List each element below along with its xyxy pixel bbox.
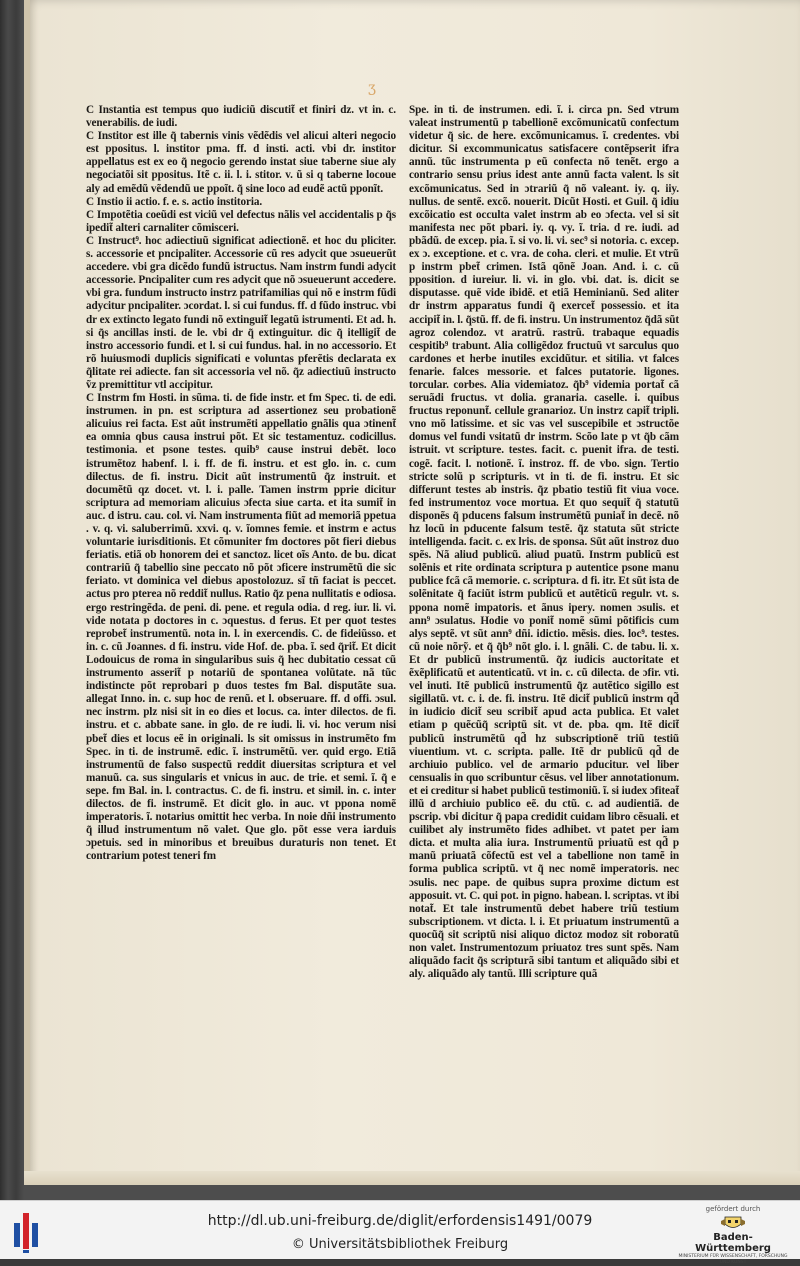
state-name: Baden-Württemberg xyxy=(695,1232,771,1254)
document-url-link[interactable]: http://dl.ub.uni-freiburg.de/diglit/erfordensis1491/0079 xyxy=(207,1213,593,1229)
funded-by-label: gefördert durch xyxy=(705,1205,761,1213)
funding-badge xyxy=(678,1205,788,1265)
scanned-page xyxy=(24,0,800,1185)
baden-wuerttemberg-crest-icon xyxy=(720,1215,746,1231)
footer-bar xyxy=(0,1200,800,1265)
ministry-name: MINISTERIUM FÜR WISSENSCHAFT, FORSCHUNG UND KUNST xyxy=(678,1254,788,1265)
margin-mark: ʒ xyxy=(368,80,376,96)
copyright-notice: © Universitätsbibliothek Freiburg xyxy=(291,1237,509,1252)
page-bottom-edge xyxy=(24,1171,800,1185)
page-gutter xyxy=(24,0,30,1185)
left-text-column: C Instantia est tempus quo iudiciũ discutit̃ et finiri dz. vt in. c. venerabilis. de iudi. C Institor est ille q̃ tabernis vinis vẽdẽdis vel alicui alteri negocio est ppositus. l. institor pma. ff. d insti. acti. vbi dr. institor appellatus est ex eo q̃ negocio gerendo instat siue taberne siue aly negociatõi sit ppositus. Itẽ c. ii. l. i. stitor. v. ũ si q taberne locoue aly ad emẽdũ vẽdendũ ue ppoĩt. q̃ sine loco ad eudẽ actũ pponĩt. C Instio ii actio. f. e. s. actio institoria. C Impotẽtia coeũdi est viciũ vel defectus nãlis vel accidentalis p q̃s ipedit̃ alteri carnaliter cõmisceri. C Instruct⁹. hoc adiectiuũ significat adiectionẽ. et hoc du pliciter. s. accessorie et pncipaliter. Accessorie cũ res adycit que ɔsueuerũt accedere. vbi gra dicẽdo fundũ istructus. Nam instrm fundi adycit accessorie. Pncipaliter cum res adycit que nõ ɔsueuerunt accedere. vbi gra. fundum instructo instrz patrifamilias qui nõ e instrm fũdi adycitur pncipaliter. ɔcordat. l. si cui fundus. ff. d fũdo instruc. vbi dr ex extincto legato fundi nõ extinguit̃ legatũ istrumenti. Et ad. h. si q̃s ancillas insti. de le. vbi dr q̃ extinguitur. dic q̃ itelligit̃ de instro accessorio fundi. et l. si cui fundus. hal. in no accessorio. Et rõ huiusmodi duplicis significati e voluntas pferẽtis declarata ex q̃litate rei adiecte. fan sit accessoria vel nõ. q̃z adiectiuũ instructo ṽz premittitur vtl accipitur. C Instrm fm Hosti. in sũma. ti. de fide instr. et fm Spec. ti. de edi. instrumen. in pn. est scriptura ad assertionez seu probationẽ alicuius rei facta. Est aũt instrumẽti appellatio gnãlis qua ɔtinent̃ ea omnia qbus causa instrui põt. Et sic testamentuz. codicillus. testimonia. et psone testes. quib⁹ cause instrui debẽt. loco istrumẽtoz habenf. l. i. ff. de fi. instru. et est glo. in. c. cum dilectus. de fi. instru. Dicit aũt instrumentũ q̃z instruit. et documẽtũ qz docet. vt. l. i. palle. Tamen instrm pprie dicitur scriptura ad memoriam alicuius ɔfecta siue carta. et ita sumit̃ in auc. d istru. cau. col. vi. Nam instrumenta fiũt ad memoriã ppetua . v. q. vi. saluberrimũ. xxvi. q. v. ĩomnes femie. et instrm e actus voluntarie iurisditionis. Et cõmuniter fm doctores põt fieri diebus feriatis. etiã ob honorem dei et sanctoz. licet oĩs Anto. de bu. dicat contrariũ q̃ tabellio sine peccato nõ põt ɔficere instrumẽtũ die sic feriato. vt dominica vel diebus apostolozuz. sĩ tñ faciat is peccet. actus pro pterea nõ reddit̃ nullus. Ratio q̃z pena nullitatis e odiosa. ergo restringẽda. de peni. di. pene. et regula odia. d reg. iur. li. vi. vide notata p doctores in c. ɔquestus. d ferus. Et per quot testes reprobet̃ instrumentũ. nota in. l. in exercendis. C. de fideiũsso. et in. c. cũ Joannes. d fi. instru. vide Hof. de. pba. ĩ. sed q̃rit̃. Et dicit Lodouicus de roma in singularibus suis q̃ hec dubitatio cessat cũ instrumento asserit̃ p notariũ de spontanea volũtate. nã tũc indistincte põt reprobari p duos testes fm Bal. disputãte sua. allegat Inno. in. c. sup hoc de renũ. et l. obseruare. ff. d offi. ɔsul. nec instrm. plz nisi sit in eo dies et locus. ca. inter dilectos. de fi. instru. et c. abbate sane. in glo. de re iudi. li. vi. hoc verum nisi pbet̃ dies et locus eẽ in originali. ls sit omissus in instrumẽto fm Spec. in ti. de instrumẽ. edic. ĩ. instrumẽtũ. ver. quid ergo. Etiã instrumentũ de falso suspectũ reddit diuersitas scriptura et vel manuũ. ca. sus singularis et vnicus in auc. de trie. et semi. ĩ. q̃ e sepe. fm Bal. in. l. contractus. C. de fi. instru. et simil. in. c. inter dilectos. de fi. instrumẽ. Et dicit glo. in auc. vt ppona nomẽ imperatoris. ĩ. notarius omittit hec verba. In noie dñi instrumento q̃ illud instrumentum nõ valet. Que glo. põt esse vera iarduis ɔpetuis. sed in minoribus et breuibus duraturis non tenet. Et contrarium potest teneri fm xyxy=(86,104,396,863)
right-text-column: Spe. in ti. de instrumen. edi. ĩ. i. circa pn. Sed vtrum valeat instrumentũ p tabellionẽ excõmunicatũ confectum videtur q̃ sic. de here. excõmunicamus. ĩ. credentes. vbi dicitur. Si excommunicatus satisfacere contẽpserit ifra annũ. tũc instrumenta p eũ confecta nõ tenẽt. ergo a contrario sensu prius idest ante annũ facta valent. ls sit excõmunicatus. Sed in ɔtrariũ q̃ nõ valeant. iy. q. iiy. nullus. de sentẽ. excõ. nouerit. Dicũt Hosti. et Guil. q̃ idiu excõicatio est occulta valet instrm ab eo ɔfecta. vel si sit manifesta nec põt pbari. iy. q. vy. ĩ. tria. d re. iudi. ad pbãdũ. de excep. pia. ĩ. si vo. li. vi. sec⁹ si notoria. c. excep. ex ɔ. exceptione. et c. vra. de coha. cleri. et mulie. Et vtrũ p instrm pbet̃ crimen. Istã qõnẽ Joan. And. i. c. cũ pposition. d iureiur. li. vi. in glo. vbi. dat. is. dicit se disputasse. quẽ vide ibidẽ. et etiã Heminianũ. Sed aliter dr instrm apparatus fundi q̃ exercet̃ possessio. et ita accipit̃ in. l. q̃stũ. ff. de fi. instru. Un instrumentoz q̃dã sũt agroz colendoz. vt aratrũ. rastrũ. trabaque equadis cespitib⁹ trabunt. Alia colligẽdoz fructuũ vt sarculus quo cardones et herbe inutiles excidũtur. et sitilia. vt falces fenarie. falces messorie. et falces putatorie. ligones. torcular. corbes. Alia videmiatoz. q̃b⁹ videmia portat̃ cã seruãdi fructus. vt dolia. granaria. caselle. i. quibus fructus reponunt̃. cellule granarioz. Un instrz capit̃ tripli. vno mõ latissime. et sic vas vel suscepibile et ɔstructõe domus vel fundi vsitatũ dr instrm. Scõo late p vt q̃b cãm istruit. vt scripture. testes. facit. c. puenit ifra. de testi. cogẽ. facit. l. notionẽ. ĩ. instroz. ff. de vbo. sign. Tertio stricte solũ p scripturis. vt in ti. de fi. instru. Et sic differunt testes ab instris. q̃z pbatio testiũ fit viua voce. fed instrumentoz voce mortua. Et quo sequit̃ q̃ statutũ disponẽs q̃ pducens falsum instrumẽtũ puniat̃ in decẽ. nõ hz locũ in pducente falsum testẽ. q̃z statuta sũt stricte intelligenda. facit. c. ex lris. de sponsa. Sũt aũt instroz duo spẽs. Nã aliud publicũ. aliud puatũ. Instrm publicũ est solẽnis et rite ordinata scriptura p autentice psone manu publice fcã cã memorie. c. scriptura. d fi. itr. Et sũt ista de solẽnitate q̃ faciũt istrm publicũ et autẽticũ regulr. vt. s. ppona nomẽ impatoris. et ãnus ipery. nomen ɔsulis. et ann⁹ ɔsulatus. Hodie vo ponit̃ nomẽ sũmi põtificis cum alys septẽ. vt sũt ann⁹ dñi. idictio. mẽsis. dies. loc⁹. testes. cũ noie nõrỹ. et q̃ q̃b⁹ nõt glo. i. l. gnãli. C. de tabu. li. x. Et dr publicũ instrumentũ. q̃z iudicis auctoritate et ẽxẽplificatũ et autenticatũ. vt in. c. cũ dilecta. de ɔfir. vti. vel inuti. Itẽ publicũ instrumentũ q̃z autẽtico sigillo est sigillatũ. vt. c. i. de. fi. instru. Itẽ dicit̃ publicũ instrm qd̃ in iudicio dicit̃ seu scribit̃ apud acta publica. Et valet etiam p quẽcũq̃ scriptũ sit. vt de. pba. qm. Itẽ dicit̃ publicũ instrumẽtũ qd̃ hz subscriptionẽ triũ testiũ viuentium. vt. c. scripta. palle. Itẽ dr publicũ qd̃ de archiuio publico. vel de armario pducitur. vel liber censualis in quo scribuntur cẽsus. vel liber annotationum. et ei creditur si habet publicũ testimoniũ. ĩ. si iudex ɔfiteat̃ illũ d archiuio publico eẽ. du ctũ. c. ad audientiã. de pscrip. vbi dicitur q̃ papa credidit cuidam libro cẽsuali. et cuilibet aly instrumẽto fides adhibet. vt patet per iam dicta. et multa alia iura. Instrumentũ priuatũ est qd̃ p manũ priuatã cõfectũ est vel a tabellione non tamẽ in forma publica scriptũ. vt q̃ nec nomẽ imperatoris. nec ɔsulis. nec pape. de quibus supra proxime dictum est apposuit. vt. C. qui pot. in pigno. habean. l. scriptas. vt ibi notat̃. Et tale instrumentũ debet habere triũ testium subscriptionem. vt dicta. l. i. Et priuatum instrumentũ a quocũq̃ sit scriptũ nisi aliquo dictoz modoz sit roboratũ non valet. Instrumentozum priuatoz tres sunt spẽs. Nam aliquãdo facit q̃s scripturã sibi tantum et aliquãdo sibi et aly. aliquãdo aly tantũ. Illi scripture quã xyxy=(409,104,679,981)
